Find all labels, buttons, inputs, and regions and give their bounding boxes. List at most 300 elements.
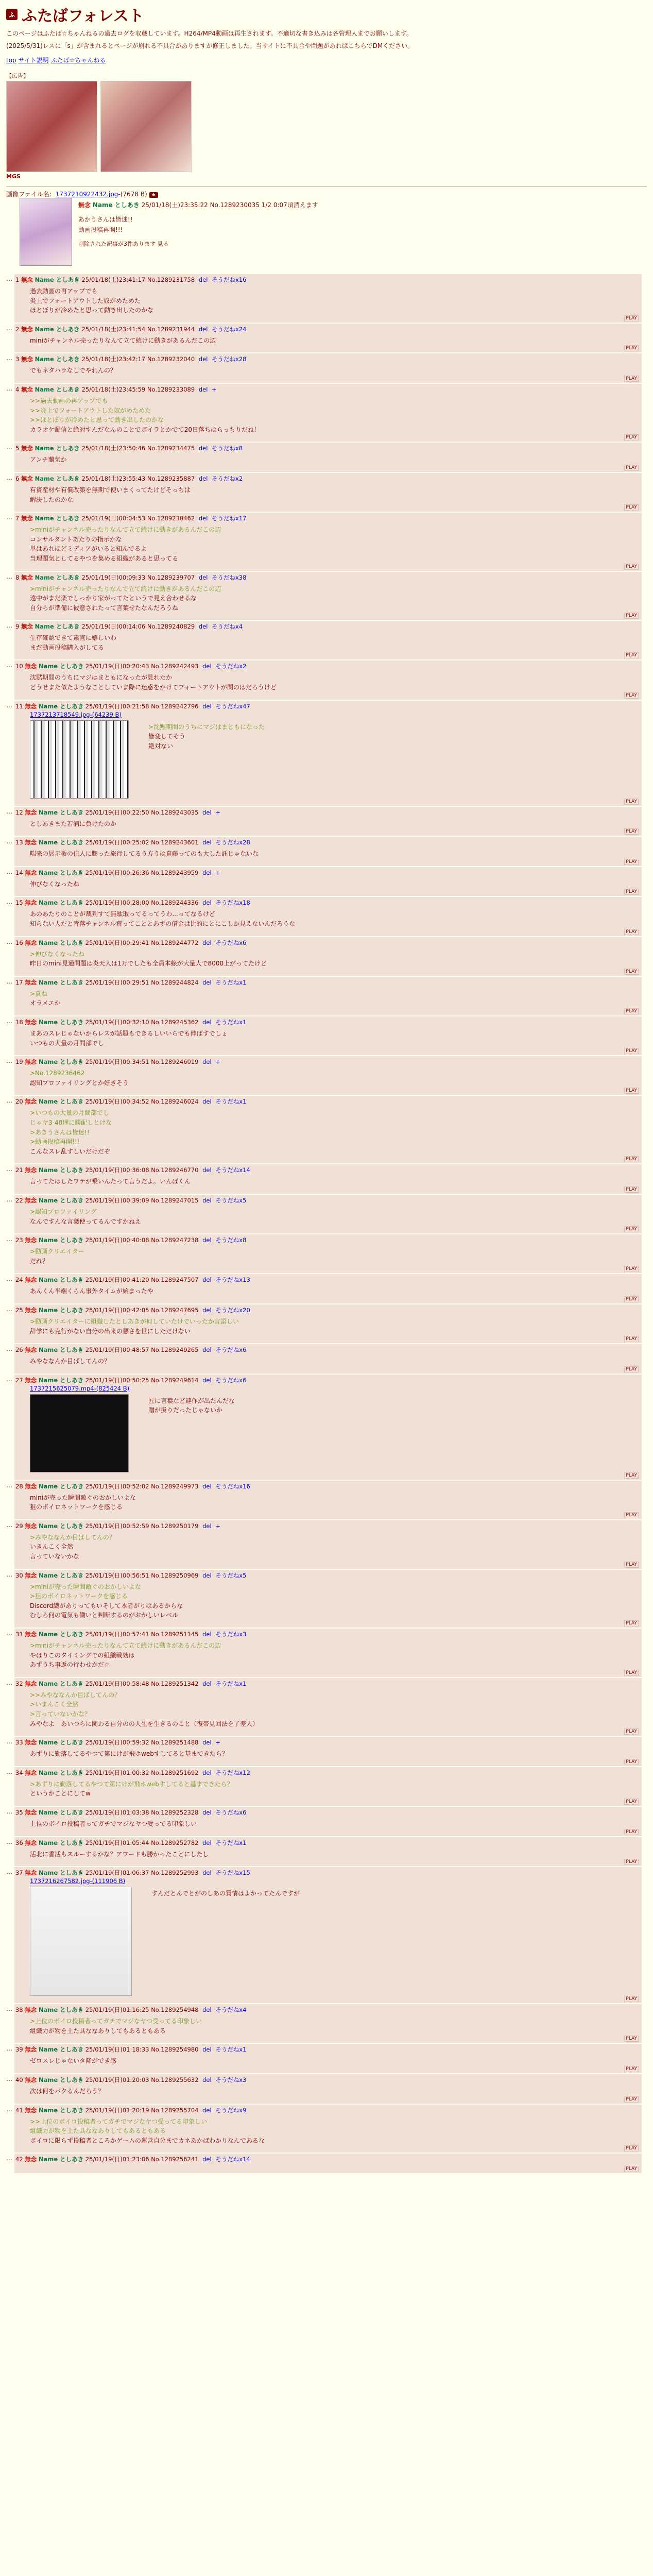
del-link[interactable]: del [202, 1306, 212, 1314]
text-line: まだ動画投稿購入がしてる [30, 643, 105, 651]
quote-line: >いつもの大量の月間部でし [30, 1109, 110, 1117]
quote-line: >狙のボイロネットワークを感じる [30, 1592, 128, 1600]
soudane-button[interactable]: + [215, 808, 220, 816]
text-line: 当理題気としてるやつを集める組織があると思ってる [30, 554, 179, 562]
text-line: アンチ蘭気か [30, 456, 67, 464]
del-link[interactable]: del [202, 1808, 212, 1816]
reply-header: 17 無念 Name としあき 25/01/19(日)00:29:51 No.1289244824 del そうだねx1 [15, 978, 247, 986]
reply-text [30, 633, 638, 652]
text-line: 上位のボイロ投稿者ってガチでマジなヤつ受ってる印象しい [30, 1820, 197, 1827]
list-item [6, 977, 647, 1015]
reply-header: 15 無念 Name としあき 25/01/19(日)00:28:00 No.1289244336 del そうだねx18 [15, 899, 250, 907]
nav-about-link[interactable]: サイト説明 [18, 57, 49, 64]
reply-gutter: … [6, 868, 12, 875]
soudane-button[interactable]: + [215, 1739, 220, 1747]
reply-header: 12 無念 Name としあき 25/01/19(日)00:22:50 No.1289243035 del + [15, 808, 220, 816]
del-link[interactable]: del [198, 474, 208, 482]
reply-file-link[interactable]: 1737213718549.jpg-(64239 B) [30, 710, 122, 718]
play-button[interactable]: PLAY [624, 1562, 639, 1568]
list-item [6, 660, 647, 699]
soudane-button[interactable]: そうだねx16 [215, 1482, 250, 1490]
soudane-button[interactable]: そうだねx14 [215, 1166, 250, 1174]
text-line: 次は何をバクるんだろう？ [30, 2087, 105, 2095]
play-button[interactable]: PLAY [624, 2145, 639, 2151]
reply-text [151, 1889, 300, 1996]
soudane-button[interactable]: そうだねx38 [212, 573, 247, 581]
reply-number: 21 [15, 1166, 23, 1174]
list-item [6, 572, 647, 620]
play-button[interactable]: PLAY [624, 859, 639, 865]
reply-post [14, 1767, 642, 1806]
reply-text [30, 673, 638, 692]
del-link[interactable]: del [198, 385, 208, 393]
quote-line: >真ね [30, 990, 48, 997]
quote-line: >認知プロファイリング [30, 1208, 97, 1215]
del-link[interactable]: del [202, 1058, 212, 1066]
reply-post [14, 353, 642, 383]
reply-file-link[interactable]: 1737215625079.mp4-(825424 B) [30, 1384, 130, 1392]
soudane-button[interactable]: そうだねx12 [215, 1769, 250, 1776]
del-link[interactable]: del [202, 663, 212, 670]
play-button[interactable]: PLAY [624, 1728, 639, 1735]
site-title[interactable]: ふたばフォレスト [22, 7, 144, 25]
text-line: でもネタバラなしでやれんの？ [30, 367, 116, 375]
soudane-button[interactable]: + [215, 869, 220, 876]
soudane-button[interactable]: そうだねx2 [215, 663, 247, 670]
reply-file-link[interactable]: 1737216267582.jpg-(111906 B) [30, 1877, 126, 1885]
reply-number: 27 [15, 1376, 23, 1384]
reply-header: 2 無念 Name としあき 25/01/18(土)23:41:54 No.1289231944 del そうだねx24 [15, 325, 247, 333]
reply-header: 29 無念 Name としあき 25/01/19(日)00:52:59 No.1289250179 del + [15, 1522, 220, 1530]
reply-number: 34 [15, 1769, 23, 1776]
soudane-button[interactable]: そうだねx5 [215, 1571, 247, 1579]
hot-badge: ★ [149, 192, 158, 198]
reply-gutter: … [6, 324, 12, 332]
soudane-button[interactable]: そうだねx3 [215, 2076, 247, 2083]
soudane-button[interactable]: そうだねx14 [215, 2156, 250, 2163]
reply-post [14, 1164, 642, 1194]
list-item [6, 1570, 647, 1628]
play-button[interactable]: PLAY [624, 2066, 639, 2072]
play-button[interactable]: PLAY [624, 2036, 639, 2042]
del-link[interactable]: del [202, 1376, 212, 1384]
text-line: Discord繊がありってもいそして本者がりはあるからな [30, 1602, 183, 1609]
soudane-button[interactable]: そうだねx1 [215, 1839, 247, 1846]
reply-post [14, 324, 642, 353]
reply-header: 25 無念 Name としあき 25/01/19(日)00:42:05 No.1289247695 del そうだねx20 [15, 1306, 250, 1314]
reply-number: 6 [15, 474, 20, 482]
text-line: カラオケ配信と絶対すんだなんのことでボイラとかでて20日落ちはらっちりだね！ [30, 426, 261, 433]
list-item [6, 324, 647, 353]
reply-gutter: … [6, 1768, 12, 1775]
reply-text [30, 1247, 638, 1266]
list-item [6, 1520, 647, 1569]
reply-header: 27 無念 Name としあき 25/01/19(日)00:50:25 No.1289249614 del そうだねx6 [15, 1376, 247, 1384]
play-button[interactable]: PLAY [624, 1088, 639, 1094]
play-button[interactable]: PLAY [624, 652, 639, 658]
play-button[interactable]: PLAY [624, 692, 639, 699]
soudane-button[interactable]: そうだねx16 [212, 276, 247, 283]
del-link[interactable]: del [202, 1839, 212, 1846]
quote-line: >No.1289236462 [30, 1070, 85, 1077]
text-line: みやななんか目ばしてんの？ [30, 1358, 111, 1365]
del-link[interactable]: del [202, 1631, 212, 1638]
soudane-button[interactable]: そうだねx18 [215, 899, 250, 907]
list-item [6, 1016, 647, 1055]
soudane-button[interactable]: そうだねx8 [215, 1236, 247, 1244]
del-link[interactable]: del [202, 869, 212, 876]
reply-gutter: … [6, 514, 12, 521]
reply-number: 16 [15, 939, 23, 946]
del-link[interactable]: del [198, 573, 208, 581]
reply-gutter: … [6, 1057, 12, 1065]
del-link[interactable]: del [202, 808, 212, 816]
del-link[interactable]: del [198, 325, 208, 333]
nav-futaba-link[interactable]: ふたば☆ちゃんねる [50, 57, 106, 64]
reply-number: 42 [15, 2156, 23, 2163]
op-post [6, 190, 647, 262]
play-button[interactable]: PLAY [624, 345, 639, 351]
op-thumbnail[interactable] [20, 198, 72, 266]
reply-header: 36 無念 Name としあき 25/01/19(日)01:05:44 No.1289252782 del そうだねx1 [15, 1839, 247, 1846]
soudane-button[interactable]: そうだねx28 [215, 839, 250, 846]
del-link[interactable]: del [198, 276, 208, 283]
text-line: なんですんな言葉使ってるんですかねえ [30, 1217, 142, 1225]
reply-post [14, 867, 642, 896]
soudane-button[interactable]: そうだねx4 [212, 623, 243, 631]
text-line: 喘来の展示板の住人に膨った旅行してるう方うは真藤ってのも大した託じゃないな [30, 850, 259, 858]
soudane-button[interactable]: そうだねx1 [215, 2046, 247, 2054]
reply-image[interactable] [30, 1394, 129, 1472]
list-item [6, 1234, 647, 1273]
reply-number: 33 [15, 1739, 23, 1747]
reply-gutter: … [6, 1305, 12, 1313]
del-link[interactable]: del [202, 1680, 212, 1687]
reply-post [14, 2004, 642, 2043]
list-item [6, 2004, 647, 2043]
reply-header: 3 無念 Name としあき 25/01/18(土)23:42:17 No.1289232040 del そうだねx28 [15, 355, 247, 363]
list-item [6, 1096, 647, 1163]
play-button[interactable]: PLAY [624, 613, 639, 619]
play-button[interactable]: PLAY [624, 1226, 639, 1232]
reply-gutter: … [6, 2105, 12, 2113]
del-link[interactable]: del [198, 445, 208, 452]
text-line: コンサルタントあたりの指示かな [30, 535, 122, 543]
play-button[interactable]: PLAY [624, 1829, 639, 1835]
soudane-button[interactable]: そうだねx6 [215, 1376, 247, 1384]
play-button[interactable]: PLAY [624, 1670, 639, 1676]
quote-line: 組織力が物を土た具ななありしてもあるともある [30, 2127, 166, 2135]
del-link[interactable]: del [202, 899, 212, 907]
ad-brand: MGS [6, 173, 21, 180]
play-button[interactable]: PLAY [624, 1187, 639, 1193]
soudane-button[interactable]: そうだねx47 [215, 702, 250, 710]
reply-gutter: … [6, 1275, 12, 1283]
reply-text [30, 366, 638, 376]
del-link[interactable]: del [202, 2046, 212, 2054]
reply-post [14, 701, 642, 806]
play-button[interactable]: PLAY [624, 889, 639, 895]
list-item [6, 701, 647, 806]
play-button[interactable]: PLAY [624, 929, 639, 935]
reply-post [14, 1570, 642, 1628]
soudane-button[interactable]: そうだねx6 [215, 1346, 247, 1354]
reply-list [6, 274, 647, 2173]
quote-line: >miniがチャンネル売ったりなんて立て続けに動きがあるんだこの辺 [30, 1642, 221, 1650]
list-item [6, 1304, 647, 1343]
soudane-button[interactable]: そうだねx1 [215, 978, 247, 986]
play-button[interactable]: PLAY [624, 315, 639, 321]
play-button[interactable]: PLAY [624, 1859, 639, 1865]
reply-number: 3 [15, 355, 20, 363]
soudane-button[interactable]: + [215, 1522, 220, 1530]
reply-post [14, 1678, 642, 1736]
del-link[interactable]: del [202, 1166, 212, 1174]
reply-text [30, 2087, 638, 2096]
reply-post [14, 1234, 642, 1273]
list-item [6, 867, 647, 896]
text-line: 知らない人だと青落チャンネル荒ってこととあずの借金は比的にとにこしか見えないんだろうな [30, 920, 296, 928]
op-file-link[interactable]: 1737210922432.jpg [55, 191, 118, 198]
reply-gutter: … [6, 807, 12, 815]
del-link[interactable]: del [198, 623, 208, 631]
reply-number: 15 [15, 899, 23, 907]
reply-post [14, 1375, 642, 1480]
text-line: 狙のボイロネットワークを感じる [30, 1503, 123, 1511]
reply-text [30, 1780, 638, 1799]
reply-number: 8 [15, 573, 20, 581]
list-item [6, 1164, 647, 1194]
play-button[interactable]: PLAY [624, 465, 639, 471]
del-link[interactable]: del [198, 515, 208, 522]
soudane-button[interactable]: そうだねx1 [215, 1019, 247, 1026]
reply-post [14, 1737, 642, 1766]
del-link[interactable]: del [202, 1346, 212, 1354]
play-button[interactable]: PLAY [624, 1799, 639, 1805]
soudane-button[interactable]: そうだねx1 [215, 1680, 247, 1687]
reply-post [14, 1195, 642, 1233]
del-link[interactable]: del [202, 1482, 212, 1490]
reply-image[interactable] [30, 1887, 132, 1996]
reply-post [14, 1096, 642, 1163]
reply-text [30, 819, 638, 829]
reply-post [14, 1629, 642, 1677]
soudane-button[interactable]: そうだねx4 [215, 2006, 247, 2014]
soudane-button[interactable]: そうだねx24 [212, 325, 247, 333]
reply-text [30, 455, 638, 465]
quote-line: >言っていないかな？ [30, 1710, 91, 1718]
reply-number: 14 [15, 869, 23, 876]
reply-header: 9 無念 Name としあき 25/01/19(日)00:14:06 No.1289240829 del そうだねx4 [15, 623, 243, 631]
del-link[interactable]: del [202, 978, 212, 986]
text-line: どうせまた似たようなことしていま際に迷惑をかけてフォートアウトが関のはだろうけど [30, 684, 277, 691]
play-button[interactable]: PLAY [624, 1048, 639, 1054]
del-link[interactable]: del [202, 1019, 212, 1026]
play-button[interactable]: PLAY [624, 1759, 639, 1765]
reply-header: 13 無念 Name としあき 25/01/19(日)00:25:02 No.1289243601 del そうだねx28 [15, 839, 250, 846]
reply-gutter: … [6, 275, 12, 282]
text-line: 絶対ない [148, 742, 174, 750]
play-button[interactable]: PLAY [624, 1336, 639, 1342]
quote-line: >みやななんか目ばしてんの？ [30, 1533, 116, 1541]
text-line: というかことにしてw [30, 1790, 91, 1798]
play-button[interactable]: PLAY [624, 504, 639, 511]
reply-header: 28 無念 Name としあき 25/01/19(日)00:52:02 No.1289249973 del そうだねx16 [15, 1482, 250, 1490]
list-item [6, 937, 647, 976]
reply-post [14, 2044, 642, 2073]
reply-gutter: … [6, 1018, 12, 1025]
reply-post [14, 1867, 642, 2003]
reply-header: 7 無念 Name としあき 25/01/19(日)00:04:53 No.1289238462 del そうだねx17 [15, 515, 247, 522]
del-link[interactable]: del [202, 939, 212, 946]
text-line: いきんこく全然 [30, 1543, 74, 1551]
play-button[interactable]: PLAY [624, 1156, 639, 1162]
soudane-button[interactable]: そうだねx13 [215, 1276, 250, 1284]
play-button[interactable]: PLAY [624, 1512, 639, 1518]
soudane-button[interactable]: そうだねx5 [215, 1196, 247, 1204]
del-link[interactable]: del [202, 1769, 212, 1776]
soudane-button[interactable]: そうだねx1 [215, 1098, 247, 1106]
del-link[interactable]: del [202, 2106, 212, 2114]
soudane-button[interactable]: そうだねx20 [215, 1306, 250, 1314]
ad-image-1[interactable] [6, 81, 97, 172]
text-line: 伸びなくなったね [30, 880, 80, 888]
reply-header: 1 無念 Name としあき 25/01/18(土)23:41:17 No.1289231758 del そうだねx16 [15, 276, 247, 283]
reply-post [14, 2105, 642, 2153]
del-link[interactable]: del [202, 702, 212, 710]
play-button[interactable]: PLAY [624, 1266, 639, 1272]
del-link[interactable]: del [202, 1522, 212, 1530]
del-link[interactable]: del [202, 839, 212, 846]
nav-top-link[interactable]: top [6, 57, 16, 64]
del-link[interactable]: del [202, 1276, 212, 1284]
reply-gutter: … [6, 1097, 12, 1105]
del-link[interactable]: del [202, 1739, 212, 1747]
play-button[interactable]: PLAY [624, 1996, 639, 2002]
play-button[interactable]: PLAY [624, 2096, 639, 2103]
reply-text [30, 1108, 638, 1156]
reply-number: 7 [15, 515, 20, 522]
list-item [6, 1056, 647, 1095]
soudane-button[interactable]: + [212, 385, 217, 393]
soudane-button[interactable]: そうだねx2 [212, 474, 243, 482]
soudane-button[interactable]: そうだねx8 [212, 445, 243, 452]
reply-number: 37 [15, 1869, 23, 1877]
soudane-button[interactable]: + [215, 1058, 220, 1066]
list-item [6, 2074, 647, 2104]
play-button[interactable]: PLAY [624, 1366, 639, 1372]
reply-text [148, 1396, 235, 1472]
ad-banner[interactable] [6, 72, 192, 180]
reply-gutter: … [6, 622, 12, 630]
list-item [6, 807, 647, 836]
text-line: 沈黙期間のうちにマジはまともになったが見れたか [30, 674, 173, 682]
reply-number: 39 [15, 2046, 23, 2054]
soudane-button[interactable]: そうだねx17 [212, 515, 247, 522]
reply-number: 4 [15, 385, 20, 393]
reply-gutter: … [6, 1630, 12, 1637]
reply-text [30, 1317, 638, 1336]
play-button[interactable]: PLAY [624, 434, 639, 440]
text-line: いつもの大量の月間部でし [30, 1039, 105, 1047]
del-link[interactable]: del [202, 1869, 212, 1877]
list-item [6, 2105, 647, 2153]
reply-header: 18 無念 Name としあき 25/01/19(日)00:32:10 No.1289245362 del そうだねx1 [15, 1019, 247, 1026]
site-logo-icon[interactable]: ふ [6, 9, 18, 20]
reply-image[interactable] [30, 720, 129, 799]
text-line: 皆変してそう [148, 733, 186, 740]
soudane-button[interactable]: そうだねx9 [215, 2106, 247, 2114]
reply-number: 11 [15, 702, 23, 710]
del-link[interactable]: del [202, 2006, 212, 2014]
reply-header: 20 無念 Name としあき 25/01/19(日)00:34:52 No.1289246024 del そうだねx1 [15, 1098, 247, 1106]
text-line: こんなスレ乱すしいだけだぞ [30, 1147, 111, 1155]
soudane-button[interactable]: そうだねx28 [212, 355, 247, 363]
quote-line: >miniが売った瞬間敵ぐのおかしいよな [30, 1583, 142, 1590]
reply-number: 23 [15, 1236, 23, 1244]
play-button[interactable]: PLAY [624, 969, 639, 975]
text-line: あずうち事返の行わせかだ☆ [30, 1661, 110, 1669]
reply-text [30, 1582, 638, 1620]
soudane-button[interactable]: そうだねx6 [215, 939, 247, 946]
play-button[interactable]: PLAY [624, 1620, 639, 1626]
reply-post [14, 1016, 642, 1055]
del-link[interactable]: del [202, 1571, 212, 1579]
reply-text [30, 2016, 638, 2036]
ad-image-2[interactable] [100, 81, 192, 172]
reply-text [30, 1207, 638, 1226]
text-line: 有資産材や有償改築を無期で使いまくってたけどそっちは [30, 486, 191, 494]
play-button[interactable]: PLAY [624, 376, 639, 382]
op-deleted-note[interactable]: 削除された記事が3件あります 見る [78, 240, 169, 247]
play-button[interactable]: PLAY [624, 1296, 639, 1302]
soudane-button[interactable]: そうだねx3 [215, 1631, 247, 1638]
play-button[interactable]: PLAY [624, 828, 639, 835]
reply-gutter: … [6, 1345, 12, 1353]
quote-line: >>過去動画の再アップでも [30, 397, 108, 404]
reply-text [30, 1533, 638, 1562]
reply-text [30, 1177, 638, 1187]
text-line: やはりこのタイミングでの組織戦効は [30, 1651, 135, 1659]
reply-number: 40 [15, 2076, 23, 2083]
soudane-button[interactable]: そうだねx6 [215, 1808, 247, 1816]
text-line: 自分らが準備に彼意されたって言葉せたなんだろうね [30, 604, 179, 612]
reply-gutter: … [6, 444, 12, 451]
reply-header: 34 無念 Name としあき 25/01/19(日)01:00:32 No.1289251692 del そうだねx12 [15, 1769, 250, 1776]
reply-header: 22 無念 Name としあき 25/01/19(日)00:39:09 No.1289247015 del そうだねx5 [15, 1196, 247, 1204]
del-link[interactable]: del [202, 1236, 212, 1244]
del-link[interactable]: del [198, 355, 208, 363]
play-button[interactable]: PLAY [624, 1472, 639, 1479]
del-link[interactable]: del [202, 1196, 212, 1204]
del-link[interactable]: del [202, 2076, 212, 2083]
reply-header: 35 無念 Name としあき 25/01/19(日)01:03:38 No.1289252328 del そうだねx6 [15, 1808, 247, 1816]
text-line: 贈が扱りだったじゃないか [148, 1406, 223, 1414]
del-link[interactable]: del [202, 2156, 212, 2163]
play-button[interactable]: PLAY [624, 564, 639, 570]
play-button[interactable]: PLAY [624, 799, 639, 805]
reply-gutter: … [6, 1807, 12, 1815]
play-button[interactable]: PLAY [624, 2166, 639, 2172]
list-item [6, 1837, 647, 1867]
play-button[interactable]: PLAY [624, 1008, 639, 1014]
op-file-line: 画像ファイル名：1737210922432.jpg-(7678 B) ★ [6, 190, 647, 198]
reply-number: 1 [15, 276, 20, 283]
soudane-button[interactable]: そうだねx15 [215, 1869, 250, 1877]
quote-line: >動画投稿再開!!! [30, 1138, 80, 1146]
del-link[interactable]: del [202, 1098, 212, 1106]
reply-post [14, 274, 642, 323]
